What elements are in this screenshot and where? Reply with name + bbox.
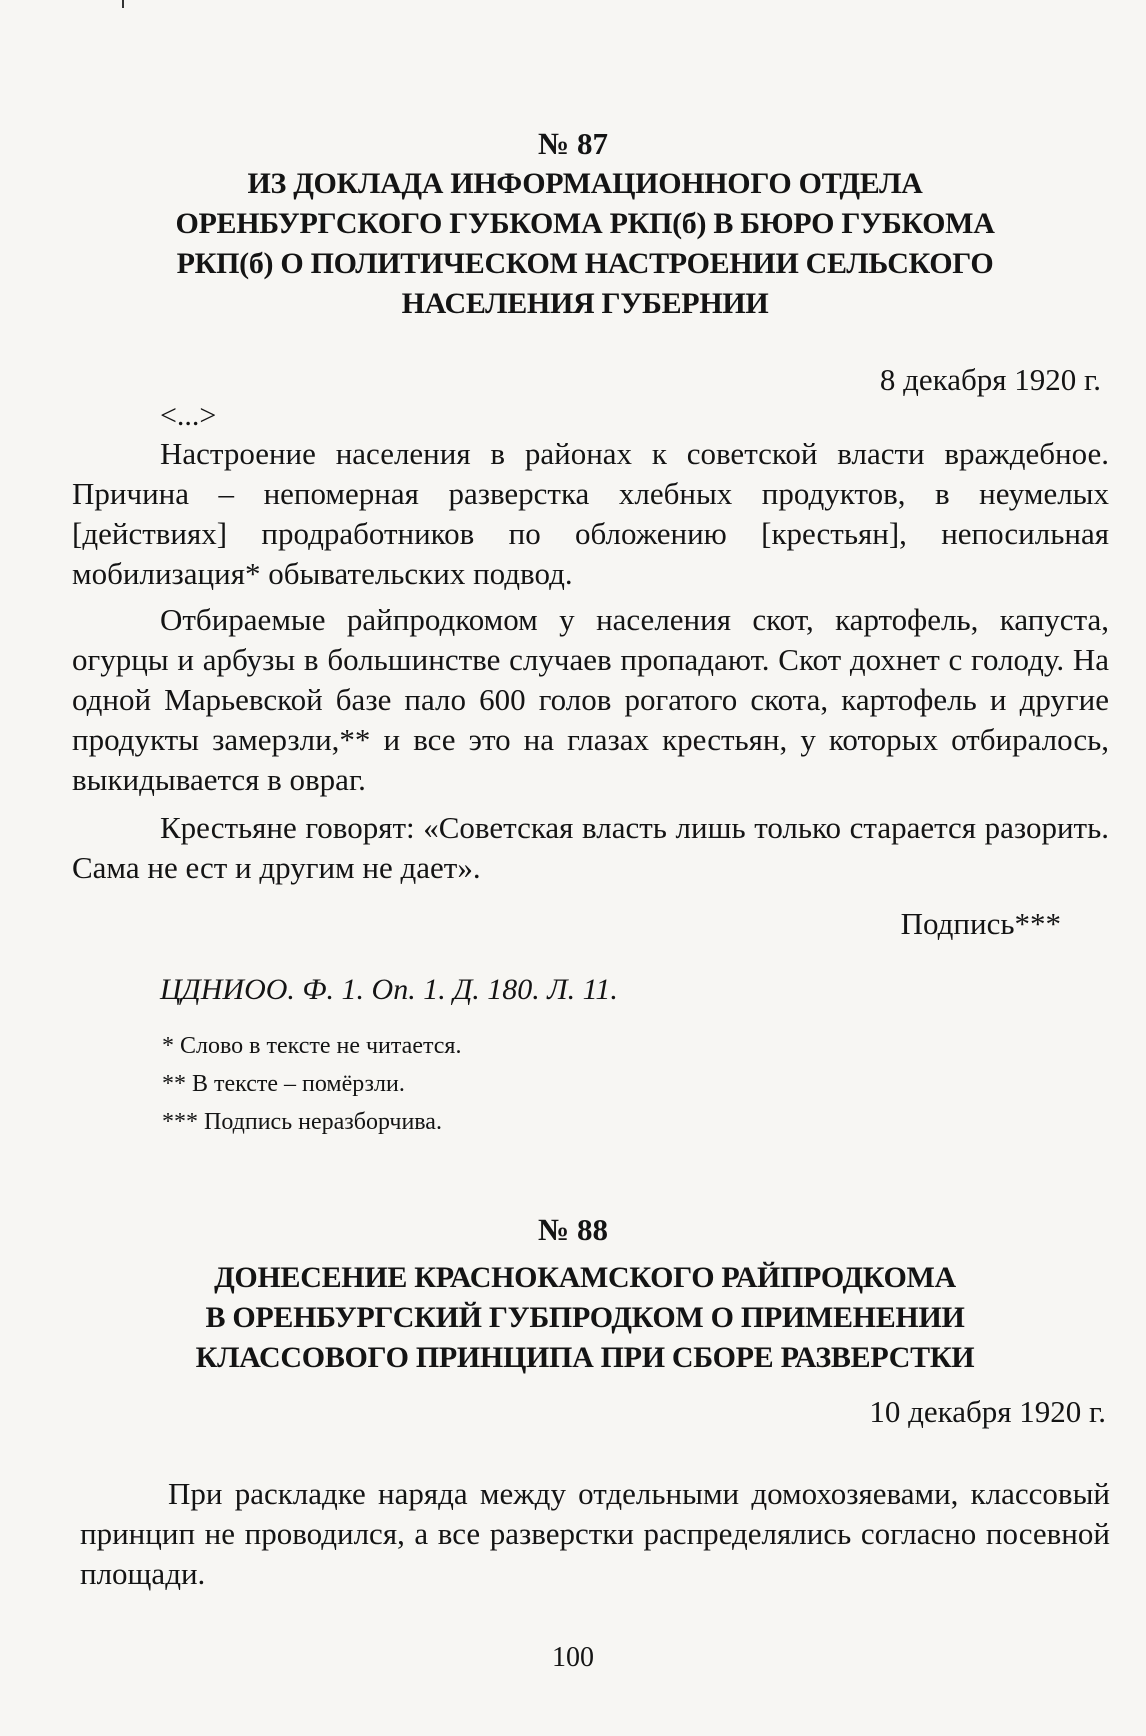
doc-88-date: 10 декабря 1920 г. — [869, 1394, 1106, 1429]
doc-87-paragraph-2: Отбираемые райпродкомом у населения скот, картофель, капуста, огурцы и арбузы в большинстве случаев пропадают. Скот дохнет с голоду. На одной Марьевской базе пало 600 голов рогатого скота, картофель и другие продукты замерзли,** и все это на глазах крестьян, у которых отбиралось, выкидывается в овраг. — [72, 602, 1109, 797]
scan-mark — [122, 0, 124, 8]
doc-87-archive-reference: ЦДНИОО. Ф. 1. Оп. 1. Д. 180. Л. 11. — [160, 973, 618, 1006]
doc-88-title-line-3: КЛАССОВОГО ПРИНЦИПА ПРИ СБОРЕ РАЗВЕРСТКИ — [195, 1341, 975, 1374]
doc-87-footnote-2: ** В тексте – помёрзли. — [162, 1071, 405, 1097]
page-number: 100 — [552, 1642, 594, 1673]
doc-87-footnote-3: *** Подпись неразборчива. — [162, 1109, 442, 1135]
doc-87-number: № 87 — [538, 126, 608, 161]
doc-87-title-line-2: ОРЕНБУРГСКОГО ГУБКОМА РКП(б) В БЮРО ГУБКОМА — [175, 207, 995, 240]
doc-88-title-line-1: ДОНЕСЕНИЕ КРАСНОКАМСКОГО РАЙПРОДКОМА — [214, 1261, 956, 1294]
doc-87-omission: <...> — [160, 399, 217, 432]
doc-87-title-line-1: ИЗ ДОКЛАДА ИНФОРМАЦИОННОГО ОТДЕЛА — [247, 167, 923, 200]
doc-87-footnote-1: * Слово в тексте не читается. — [162, 1033, 462, 1059]
doc-87-paragraph-1: Настроение населения в районах к советской власти враждебное. Причина – непомерная разверстка хлебных продуктов, в неумелых [действиях] продработников по обложению [крестьян], непосильная мобилизация* обывательских подвод. — [72, 436, 1109, 591]
doc-88-paragraph-1: При раскладке наряда между отдельными домохозяевами, классовый принцип не проводился, а все разверстки распределялись согласно посевной площади. — [80, 1476, 1110, 1591]
doc-87-paragraph-3: Крестьяне говорят: «Советская власть лишь только старается разорить. Сама не ест и другим не дает». — [72, 810, 1109, 885]
doc-87-title-line-3: РКП(б) О ПОЛИТИЧЕСКОМ НАСТРОЕНИИ СЕЛЬСКОГО — [176, 247, 994, 280]
doc-88-number: № 88 — [538, 1212, 608, 1247]
doc-87-date: 8 декабря 1920 г. — [879, 362, 1101, 397]
doc-87-signature: Подпись*** — [900, 906, 1061, 941]
doc-88-title-line-2: В ОРЕНБУРГСКИЙ ГУБПРОДКОМ О ПРИМЕНЕНИИ — [205, 1301, 965, 1334]
doc-87-title-line-4: НАСЕЛЕНИЯ ГУБЕРНИИ — [401, 287, 769, 320]
